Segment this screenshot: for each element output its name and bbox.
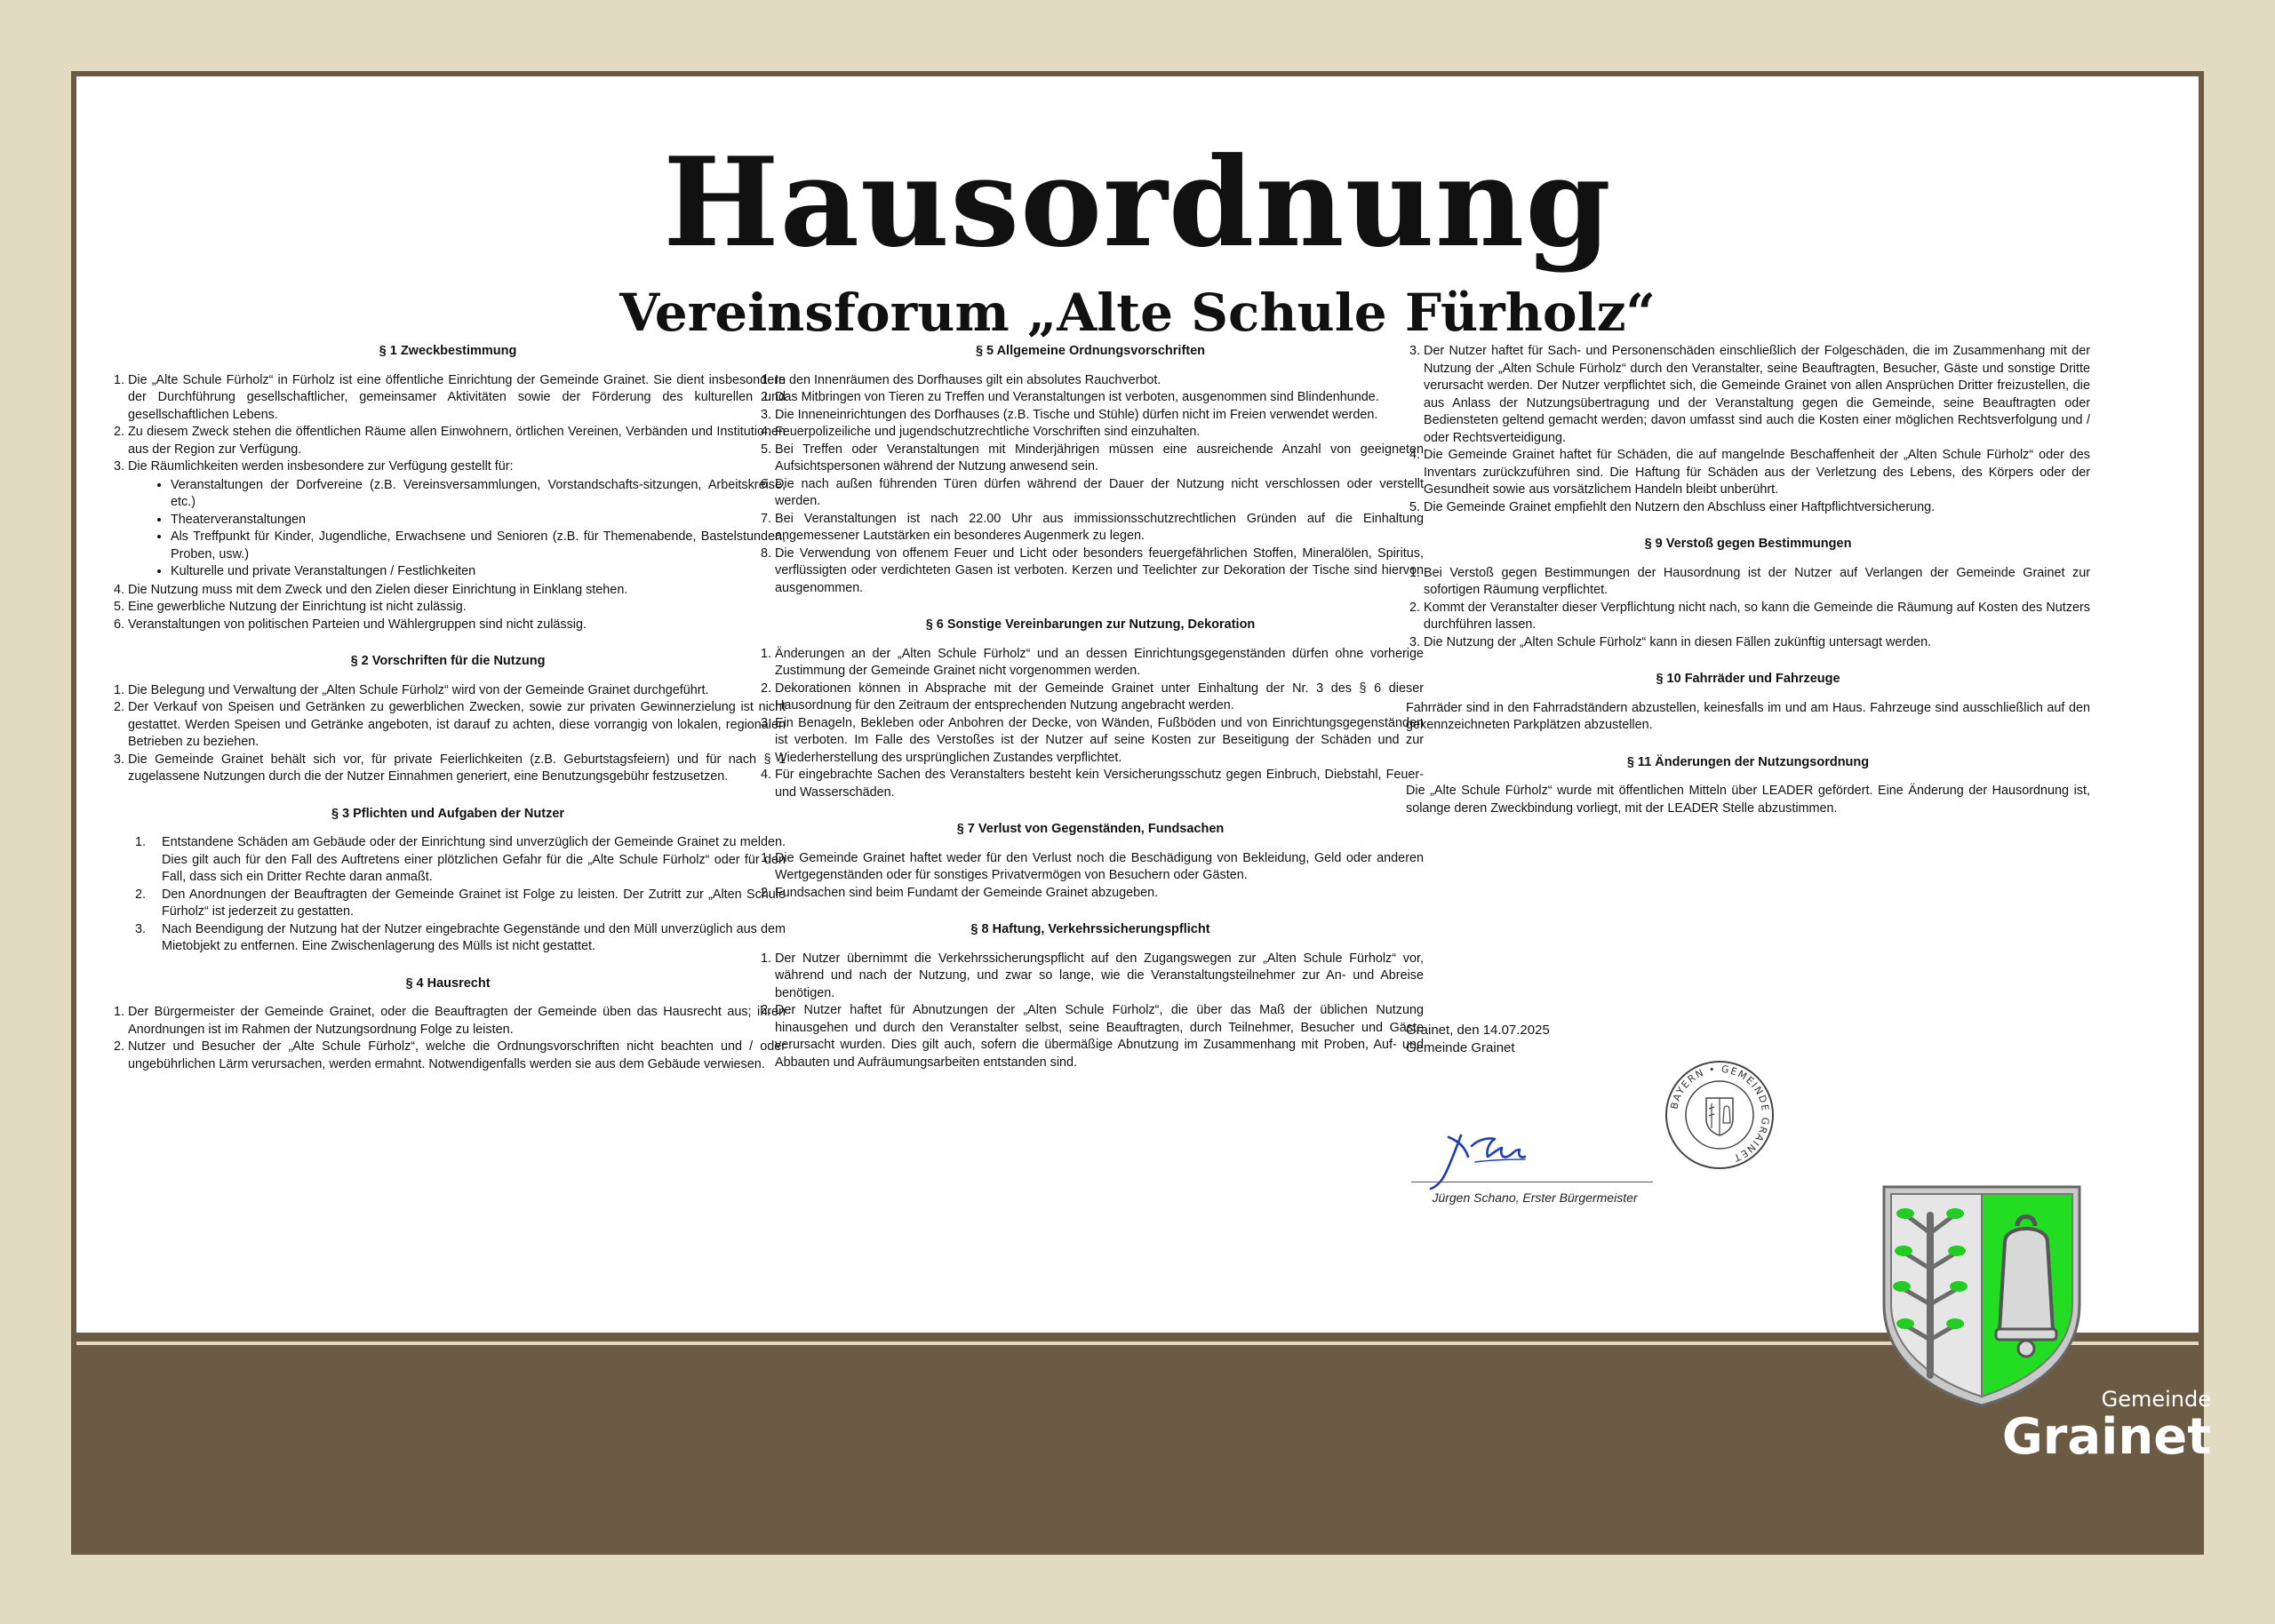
signing-authority: Gemeinde Grainet: [1406, 1040, 1515, 1055]
list-item: 5. Bei Treffen oder Veranstaltungen mit Minderjährigen müssen eine ausreichende Anzahl von geeigneten Aufsichtspersonen während der Nutzung anwesend sein.: [775, 442, 1424, 476]
bullet-item: • Veranstaltungen der Dorfvereine (z.B. Vereinsversammlungen, Vorstandschafts-sitzungen, Arbeitskreise, etc.): [171, 477, 786, 512]
section-2: [110, 653, 786, 786]
bullet-item: • Kulturelle und private Veranstaltungen / Festlichkeiten: [171, 563, 786, 581]
list-item: 3. Die Inneneinrichtungen des Dorfhauses (z.B. Tische und Stühle) dürfen nicht im Freien verwendet werden.: [775, 407, 1424, 425]
list-item: 2. Das Mitbringen von Tieren zu Treffen und Veranstaltungen ist verboten, ausgenommen sind Blindenhunde.: [775, 389, 1424, 407]
list-item: [128, 458, 786, 581]
bullet-item: • Theaterveranstaltungen: [171, 512, 786, 529]
list-item: 1. Der Nutzer übernimmt die Verkehrssicherungspflicht auf den Zugangswegen zur „Alten Schule Fürholz“ vor, während und nach der Nutzung, und zwar so lange, wie die Veranstaltungsteilnehmer zur An- und Abreise benötigen.: [775, 951, 1424, 1003]
list-item: 4. Die Nutzung muss mit dem Zweck und den Zielen dieser Einrichtung in Einklang stehen.: [128, 582, 786, 600]
section-4: [110, 975, 786, 1074]
section-9-title: § 9 Verstoß gegen Bestimmungen: [1644, 537, 1852, 551]
section-9: [1406, 536, 2090, 651]
section-3: [110, 806, 786, 956]
list-item: 3. Die Nutzung der „Alten Schule Fürholz“ kann in diesen Fällen zukünftig untersagt werden.: [1424, 634, 2090, 652]
list-item: 3. Der Nutzer haftet für Sach- und Personenschäden einschließlich der Folgeschäden, die im Zusammenhang mit der Nutzung der „Alten Schule Fürholz“ durch den Veranstalter, seine Beauftragten, Besucher, Gäste und sonstige Dritte verursacht werden. Der Nutzer verpflichtet sich, die Gemeinde Grainet von allen Ansprüchen Dritter freizustellen, die aus Anlass der Nutzungsübertragung und der Veranstaltung gegen die Gemeinde, seine Beauftragten oder Bediensteten geltend gemacht werden; davon umfasst sind auch die Kosten einer möglichen Rechtsverfolgung und / oder Rechtsverteidigung.: [1424, 343, 2090, 447]
section-8-continued: [1406, 343, 2090, 516]
list-item: 2. Den Anordnungen der Beauftragten der Gemeinde Grainet ist Folge zu leisten. Der Zutritt zur „Alten Schule Fürholz“ ist jederzeit zu gestatten.: [149, 887, 786, 921]
list-item: 2. Fundsachen sind beim Fundamt der Gemeinde Grainet abzugeben.: [775, 885, 1424, 903]
list-item: 4. Für eingebrachte Sachen des Veranstalters besteht kein Versicherungsschutz gegen Einbruch, Diebstahl, Feuer- und Wasserschäden.: [775, 767, 1424, 801]
municipality-brand: [2002, 1388, 2211, 1464]
list-item: 1. Die Belegung und Verwaltung der „Alten Schule Fürholz“ wird von der Gemeinde Grainet durchgeführt.: [128, 682, 786, 700]
column-middle: [757, 343, 1424, 1091]
list-item: 1. In den Innenräumen des Dorfhauses gilt ein absolutes Rauchverbot.: [775, 372, 1424, 390]
list-item: 2. Nutzer und Besucher der „Alte Schule Fürholz“, welche die Ordnungsvorschriften nicht beachten und / oder ungebührlichen Lärm verursachen, werden ermahnt. Notwendigenfalls werden sie aus dem Gebäude verwiesen.: [128, 1039, 786, 1073]
list-item: 4. Feuerpolizeiliche und jugendschutzrechtliche Vorschriften sind einzuhalten.: [775, 424, 1424, 442]
section-6: [757, 617, 1424, 801]
brand-label-big: Grainet: [2001, 1408, 2211, 1466]
document-title: Hausordnung: [663, 130, 1612, 275]
section-1-bullets: [128, 477, 786, 581]
section-11-text: Die „Alte Schule Fürholz“ wurde mit öffentlichen Mitteln über LEADER gefördert. Eine Änderung der Hausordnung ist, solange deren Zweckbindung vorliegt, mit der LEADER Stelle abzustimmen.: [1406, 784, 2090, 816]
list-item: 4. Die Gemeinde Grainet haftet für Schäden, die auf mangelnde Beschaffenheit der „Alten Schule Fürholz“ oder des Inventars zurückzuführen sind. Die Haftung für Schäden aus der Verletzung des Lebens, des Körpers oder der Gesundheit sowie aus vorsätzlichem Handeln bleibt unberührt.: [1424, 447, 2090, 499]
list-item: 5. Eine gewerbliche Nutzung der Einrichtung ist nicht zulässig.: [128, 599, 786, 617]
section-8-list-part1: [757, 951, 1424, 1072]
bullet-item: • Als Treffpunkt für Kinder, Jugendliche, Erwachsene und Senioren (z.B. für Themenabende, Bastelstunden, Proben, usw.): [171, 529, 786, 563]
section-7: [757, 821, 1424, 902]
list-item: 1. Der Bürgermeister der Gemeinde Grainet, oder die Beauftragten der Gemeinde üben das Hausrecht aus; ihren Anordnungen ist im Rahmen der Nutzungsordnung Folge zu leisten.: [128, 1004, 786, 1039]
section-9-list: [1406, 565, 2090, 652]
list-item: 2. Der Nutzer haftet für Abnutzungen der „Alten Schule Fürholz“, die über das Maß der üblichen Nutzung hinausgehen und durch den Veranstalter selbst, seine Beauftragten, durch Teilnehmer, Besucher und Gäste verursacht wurden. Dies gilt auch, sofern die übermäßige Abnutzung im Zusammenhang mit Proben, Auf- und Abbauten und Aufräumungsarbeiten entstanden sind.: [775, 1002, 1424, 1071]
list-item: 1. Die „Alte Schule Fürholz“ in Fürholz ist eine öffentliche Einrichtung der Gemeinde Grainet. Sie dient insbesondere der Durchführung gesellschaftlicher, gemeinsamer Aktivitäten sowie der Förderung des kulturellen und gesellschaftlichen Lebens.: [128, 372, 786, 425]
list-item: 2. Zu diesem Zweck stehen die öffentlichen Räume allen Einwohnern, örtlichen Vereinen, Verbänden und Institutionen aus der Region zur Verfügung.: [128, 424, 786, 458]
official-seal-icon: [1662, 1057, 1777, 1173]
section-4-list: [110, 1004, 786, 1073]
document-subtitle: Vereinsforum „Alte Schule Fürholz“: [619, 283, 1656, 343]
place-date: Grainet, den 14.07.2025: [1406, 1023, 1550, 1038]
section-3-list: [110, 834, 786, 956]
list-item: 2. Dekorationen können in Absprache mit der Gemeinde Grainet unter Einhaltung der Nr. 3 des § 6 dieser Hausordnung für den Zeitraum der entsprechenden Nutzung angebracht werden.: [775, 681, 1424, 715]
section-6-title: § 6 Sonstige Vereinbarungen zur Nutzung, Dekoration: [925, 617, 1256, 632]
section-10-text: Fahrräder sind in den Fahrradständern abzustellen, keinesfalls im und am Haus. Fahrzeuge sind ausschließlich auf den gekennzeichneten Parkplätzen abzustellen.: [1406, 700, 2090, 732]
section-6-list: [757, 646, 1424, 802]
section-10-title: § 10 Fahrräder und Fahrzeuge: [1656, 672, 1840, 686]
list-item: 5. Die Gemeinde Grainet empfiehlt den Nutzern den Abschluss einer Haftpflichtversicherung.: [1424, 499, 2090, 517]
section-7-list: [757, 850, 1424, 903]
signatory-name: Jürgen Schano, Erster Bürgermeister: [1432, 1190, 1638, 1205]
list-item: 3. Nach Beendigung der Nutzung hat der Nutzer eingebrachte Gegenstände und den Müll unverzüglich aus dem Mietobjekt zu entfernen. Eine Zwischenlagerung des Mülls ist nicht gestattet.: [149, 921, 786, 956]
list-item: 6. Die nach außen führenden Türen dürfen während der Dauer der Nutzung nicht verschlossen oder verstellt werden.: [775, 476, 1424, 511]
section-5: [757, 343, 1424, 597]
section-2-title: § 2 Vorschriften für die Nutzung: [350, 654, 546, 668]
list-item: 3. Ein Benageln, Bekleben oder Anbohren der Decke, von Wänden, Fußböden und von Einrichtungsgegenständen ist verboten. Im Falle des Verstoßes ist der Nutzer auf seine Kosten zur Beseitigung der Schäden und zur Wiederherstellung des ursprünglichen Zustandes verpflichtet.: [775, 715, 1424, 768]
list-item: 1. Bei Verstoß gegen Bestimmungen der Hausordnung ist der Nutzer auf Verlangen der Gemeinde Grainet zur sofortigen Räumung verpflichtet.: [1424, 565, 2090, 600]
section-10: [1406, 671, 2090, 735]
section-5-title: § 5 Allgemeine Ordnungsvorschriften: [975, 344, 1206, 358]
list-item-text: Die Räumlichkeiten werden insbesondere zur Verfügung gestellt für:: [128, 459, 514, 474]
signature-block: [1406, 1022, 1550, 1057]
list-item: 7. Bei Veranstaltungen ist nach 22.00 Uhr aus immissionsschutzrechtlichen Gründen auf die Einhaltung angemessener Lautstärken ein besonderes Augenmerk zu legen.: [775, 511, 1424, 545]
section-5-list: [757, 372, 1424, 598]
section-7-title: § 7 Verlust von Gegenständen, Fundsachen: [956, 822, 1225, 836]
column-right: [1406, 343, 2090, 837]
signature-icon: [1409, 1111, 1676, 1199]
section-11: [1406, 754, 2090, 818]
section-2-list: [110, 682, 786, 786]
section-11-title: § 11 Änderungen der Nutzungsordnung: [1626, 754, 1870, 769]
brand-label-small: Gemeinde: [2101, 1387, 2211, 1412]
section-4-title: § 4 Hausrecht: [405, 975, 491, 991]
section-8: [757, 921, 1424, 1071]
section-1-list: [110, 372, 786, 634]
list-item: 2. Der Verkauf von Speisen und Getränken zu gewerblichen Zwecken, sowie zur privaten Gewinnerzielung ist nicht gestattet. Werden Speisen und Getränke angeboten, ist darauf zu achten, diese vorrangig von lokalen, regionalen Betrieben zu beziehen.: [128, 699, 786, 752]
list-item: 1. Änderungen an der „Alten Schule Fürholz“ und an dessen Einrichtungsgegenständen dürfen ohne vorherige Zustimmung der Gemeinde Grainet nicht vorgenommen werden.: [775, 646, 1424, 681]
section-8-title: § 8 Haftung, Verkehrssicherungspflicht: [970, 922, 1210, 936]
section-1: [110, 343, 786, 633]
column-left: [110, 343, 786, 1093]
list-item: 8. Die Verwendung von offenem Feuer und Licht oder besonders feuergefährlichen Stoffen, Mineralölen, Spiritus, verflüssigten oder verdichteten Gasen ist verboten. Kerzen und Teelichter zur Dekoration der Tische sind hiervon ausgenommen.: [775, 545, 1424, 598]
coat-of-arms-icon: [1875, 1180, 2088, 1411]
list-item: 1. Die Gemeinde Grainet haftet weder für den Verlust noch die Beschädigung von Bekleidung, Geld oder anderen Wertgegenständen oder für sonstiges Privatvermögen von Besuchern oder Gästen.: [775, 850, 1424, 885]
section-3-title: § 3 Pflichten und Aufgaben der Nutzer: [331, 806, 565, 821]
seal-text: BAYERN • GEMEINDE GRAINET: [1668, 1063, 1772, 1165]
list-item: 6. Veranstaltungen von politischen Parteien und Wählergruppen sind nicht zulässig.: [128, 617, 786, 634]
list-item: 2. Kommt der Veranstalter dieser Verpflichtung nicht nach, so kann die Gemeinde die Räumung auf Kosten des Nutzers durchführen lassen.: [1424, 600, 2090, 634]
section-8-list-part2: [1406, 343, 2090, 516]
list-item: 1. Entstandene Schäden am Gebäude oder der Einrichtung sind unverzüglich der Gemeinde Grainet zu melden. Dies gilt auch für den Fall des Auftretens einer plötzlichen Gefahr für die „Alte Schule Fürholz“ oder für den Fall, dass sich ein Dritter Rechte daran anmaßt.: [149, 834, 786, 887]
section-1-title: § 1 Zweckbestimmung: [379, 344, 517, 358]
list-item: 3. Die Gemeinde Grainet behält sich vor, für private Feierlichkeiten (z.B. Geburtstagsfeiern) und für nach § 1 zugelassene Nutzungen durch die der Nutzer Einnahmen generiert, eine Benutzungsgebühr festzusetzen.: [128, 752, 786, 786]
